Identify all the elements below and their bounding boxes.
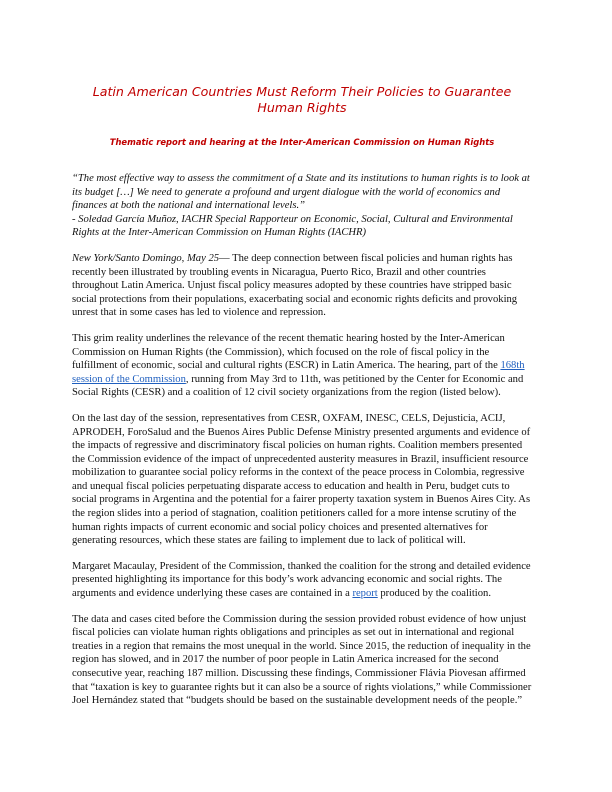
paragraph-1-text: — The deep connection between fiscal policies and human rights has recently been illustrated by troubling events in Nicaragua, Puerto Rico, Brazil and other countries throughout Latin America. Unjust fiscal policy measures adopted by these countries have stripped basic social protections from their populations, exacerbating social and economic rights deficits and provoking unrest that in some cases has led to violence and repression. (72, 252, 518, 319)
quote-attribution: - Soledad García Muñoz, IACHR Special Rapporteur on Economic, Social, Cultural and Environmental Rights at the Inter-American Commission on Human Rights (IACHR) (72, 213, 513, 239)
dateline: New York/Santo Domingo, May 25 (72, 252, 220, 264)
paragraph-4-after: produced by the coalition. (377, 588, 491, 600)
paragraph-1 (72, 252, 532, 320)
paragraph-4 (72, 560, 532, 601)
page-subtitle: Thematic report and hearing at the Inter-American Commission on Human Rights (109, 137, 495, 147)
report-link[interactable]: report (352, 588, 378, 600)
title-line-1: Latin American Countries Must Reform Their Policies to Guarantee (92, 84, 512, 99)
session-link[interactable]: 168th session of the Commission (72, 360, 525, 385)
paragraph-5: The data and cases cited before the Commission during the session provided robust evidence of how unjust fiscal policies can violate human rights obligations and principles as set out in international and regional treaties in a region that remains the most unequal in the world. Since 2015, the reduction of inequality in the region has slowed, and in 2017 the number of poor people in Latin America increased for the second consecutive year, reaching 187 million. Discussing these findings, Commissioner Flávia Piovesan affirmed that “taxation is key to guarantee rights but it can also be a source of rights violations,” while Commissioner Joel Hernández stated that “budgets should be based on the sustainable development needs of the people.” (72, 613, 532, 707)
opening-quote (72, 172, 532, 240)
quote-text: “The most effective way to assess the commitment of a State and its institutions to human rights is to look at its budget […] We need to generate a profound and urgent dialogue with the world of economics and finances at both the national and international levels.” (72, 173, 530, 212)
paragraph-2-before: This grim reality underlines the relevance of the recent thematic hearing hosted by the Inter-American Commission on Human Rights (the Commission), which focused on the role of fiscal policy in the fulfillment of economic, social and cultural rights (ESCR) in Latin America. The hearing, part of the (72, 332, 505, 372)
paragraph-3: On the last day of the session, representatives from CESR, OXFAM, INESC, CELS, Dejusticia, ACIJ, APRODEH, ForoSalud and the Buenos Aires Public Defense Ministry presented arguments and evidence of the impacts of regressive and discriminatory fiscal policies on human rights. Coalition members presented the Commission evidence of the impact of unprecedented austerity measures in Brazil, insufficient resource mobilization to guarantee social policy reforms in the context of the peace process in Colombia, regressive and unequal fiscal policies perpetuating disparate access to education and health in Peru, budget cuts to social programs in Argentina and the potential for a fairer property taxation system in Buenos Aires City. As the region slides into a period of stagnation, coalition petitioners called for a more intense scrutiny of the human rights impacts of current economic and social policy choices and presented alternatives for generating resources, which these states are failing to implement due to lack of political will. (72, 412, 531, 547)
paragraph-4-before: Margaret Macaulay, President of the Commission, thanked the coalition for the strong and detailed evidence presented highlighting its importance for this body’s work advancing economic and social rights. The arguments and evidence underlying these cases are contained in a (72, 560, 531, 600)
paragraph-2-after: , running from May 3rd to 11th, was petitioned by the Center for Economic and Social Rights (CESR) and a coalition of 12 civil society organizations from the region (listed below). (72, 373, 524, 399)
page-title (72, 84, 532, 116)
paragraph-2 (72, 332, 532, 400)
title-line-2: Human Rights (257, 100, 347, 115)
